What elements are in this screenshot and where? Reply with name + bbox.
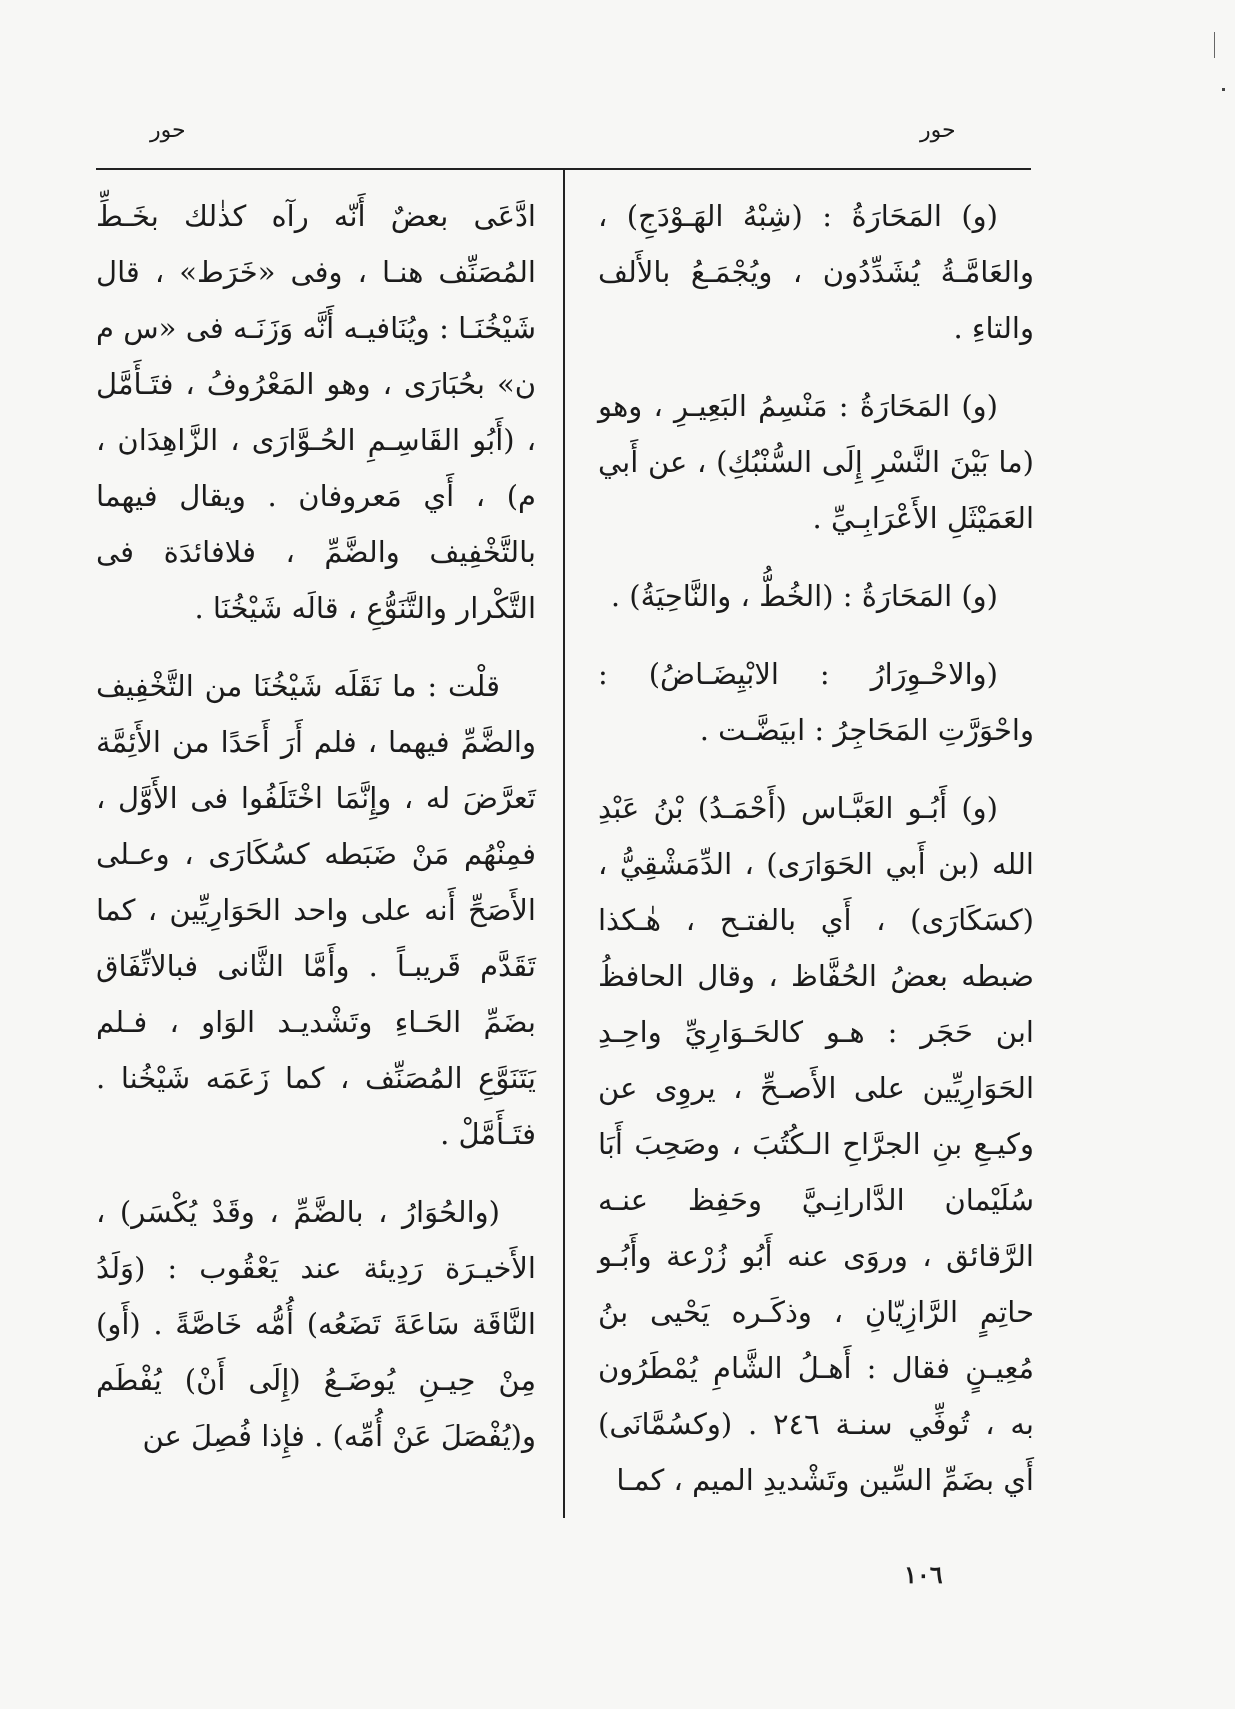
entry-paragraph: (و) المَحَارَةُ : مَنْسِمُ البَعِيـرِ ، وهو (ما بَيْنَ النَّسْرِ إِلَى السُّنْبُكِ) ، عن أَبي العَمَيْثَلِ الأَعْرَابِـيِّ . <box>598 389 1034 535</box>
entry-paragraph: (و) المَحَارَةُ : (شِبْهُ الهَـوْدَجِ) ، والعَامَّـةُ يُشَدِّدُون ، ويُجْمَـعُ بالأَلف والتاءِ . <box>598 199 1034 345</box>
scan-mark <box>1214 32 1215 58</box>
entry-paragraph: ادَّعَى بعضٌ أَنّه رآه كذٰلك بخَـطِّ المُصَنِّف هنـا ، وفى «خَرَط» ، قال شَيْخُنَـا : ويُنَافيـه أَنَّه وَزَنَـه فى «س م ن» بحُبَارَى ، وهو المَعْرُوفُ ، فتَـأَمَّل ، (أَبُو القَاسِـمِ الحُـوَّارَى ، الزَّاهِدَان ، م) ، أَي مَعروفان . ويقال فيهما بالتَّخْفِيف والضَّمِّ ، فلافائدَة فى التَّكْرار والتَّنَوُّعِ ، قالَه شَيْخُنَا . <box>96 199 536 625</box>
running-header-left: حور <box>150 118 186 143</box>
entry-paragraph: قلْت : ما نَقَلَه شَيْخُنَا من التَّخْفِيف والضَّمِّ فيهما ، فلم أَرَ أَحَدًا من الأَئِمَّة تَعرَّضَ له ، وإِنَّمَا اخْتَلَفُوا فى الأَوَّل ، فمِنْهُم مَنْ ضَبَطه كسُكَارَى ، وعـلى الأَصَحِّ أَنه على واحد الحَوَارِيِّين ، كما تَقَدَّم قَريبـاً . وأَمَّا الثَّانى فبالاتِّفَاق بضَمِّ الحَـاءِ وتَشْديـد الوَاو ، فـلم يَتَنَوَّعِ المُصَنِّف ، كما زَعَمَه شَيْخُنا . فتَـأَمَّلْ . <box>96 669 536 1151</box>
right-column <box>598 188 1034 1530</box>
left-column <box>96 188 536 1486</box>
entry-paragraph: (والاحْـوِرَارُ : الابْيِضَـاضُ) : واحْوَرَّتِ المَحَاجِرُ : ابيَضَّـت . <box>598 657 1034 747</box>
page-number: ١٠٦ <box>904 1560 943 1589</box>
running-header-right: حور <box>920 118 956 143</box>
entry-paragraph: (و) أَبُـو العَبَّـاس (أَحْمَـدُ) بْنُ عَبْدِ الله (بن أَبي الحَوَارَى) ، الدِّمَشْقِيُّ ، (كسَكَارَى) ، أَي بالفتـح ، هٰـكذا ضبطه بعضُ الحُفَّاظ ، وقال الحافظُ ابن حَجَر : هـو كالحَـوَارِيِّ واحِـدِ الحَوَارِيِّين على الأَصـحِّ ، يروِى عن وكيـعِ بنِ الجرَّاحِ الـكُتُبَ ، وصَحِبَ أَبَا سُلَيْمان الدَّارانِـيَّ وحَفِظ عنـه الرَّقائق ، وروَى عنه أَبُو زُرْعة وأَبُـو حاتِمٍ الرَّازِيّانِ ، وذكَـره يَحْيى بنُ مُعِيـنٍ فقال : أَهـلُ الشَّامِ يُمْطَرُون به ، تُوفِّي سنـة ٢٤٦ . (وكسُمَّانَى) أَي بضَمِّ السِّين وتَشْديدِ الميم ، كمـا <box>598 791 1034 1497</box>
column-divider <box>563 168 565 1518</box>
entry-paragraph: (والحُوَارُ ، بالضَّمِّ ، وقَدْ يُكْسَر) ، الأَخيـرَة رَدِيئة عند يَعْقُوب : (وَلَدُ النَّاقَة سَاعَةَ تَضَعُه) أُمُّه خَاصَّةً . (أَو) مِنْ حِيـنِ يُوضَـعُ (إِلَى أَنْ) يُفْطَم و(يُفْصَلَ عَنْ أُمِّه) . فإِذا فُصِلَ عن <box>96 1195 536 1453</box>
entry-paragraph: (و) المَحَارَةُ : (الخُطُّ ، والنَّاحِيَةُ) . <box>610 579 998 613</box>
scan-mark <box>1222 88 1225 91</box>
